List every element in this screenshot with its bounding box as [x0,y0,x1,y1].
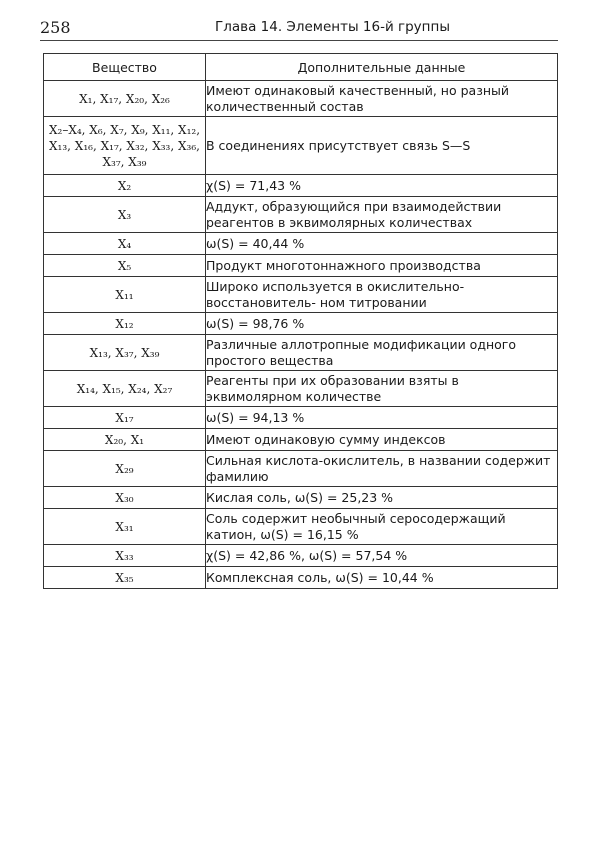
info-cell: Имеют одинаковую сумму индексов [206,429,558,451]
info-cell: χ(S) = 71,43 % [206,175,558,197]
table-row [44,233,558,255]
table-row [44,335,558,371]
substance-cell: X₂–X₄, X₆, X₇, X₉, X₁₁, X₁₂, X₁₃, X₁₆, X₁₇, X₃₂, X₃₃, X₃₆, X₃₇, X₃₉ [44,117,206,175]
table-row [44,509,558,545]
info-cell: Сильная кислота-окислитель, в названии содержит фамилию [206,451,558,487]
table-row [44,197,558,233]
substance-cell: X₃₀ [44,487,206,509]
substance-cell: X₄ [44,233,206,255]
column-header-substance: Вещество [44,54,206,81]
table-row [44,567,558,589]
chapter-title: Глава 14. Элементы 16-й группы [215,19,450,35]
info-cell: Кислая соль, ω(S) = 25,23 % [206,487,558,509]
substance-cell: X₂₀, X₁ [44,429,206,451]
substance-cell: X₃ [44,197,206,233]
table-row [44,487,558,509]
table-row [44,371,558,407]
substance-cell: X₁₃, X₃₇, X₃₉ [44,335,206,371]
table-row [44,175,558,197]
info-cell: ω(S) = 40,44 % [206,233,558,255]
substance-cell: X₃₅ [44,567,206,589]
info-cell: ω(S) = 98,76 % [206,313,558,335]
data-table [43,53,558,589]
info-cell: Реагенты при их образовании взяты в эквимолярном количестве [206,371,558,407]
info-cell: Широко используется в окислительно-восстановитель- ном титровании [206,277,558,313]
table-row [44,117,558,175]
substance-cell: X₁₂ [44,313,206,335]
info-cell: Соль содержит необычный серосодержащий катион, ω(S) = 16,15 % [206,509,558,545]
substance-cell: X₁₄, X₁₅, X₂₄, X₂₇ [44,371,206,407]
substance-cell: X₃₃ [44,545,206,567]
info-cell: χ(S) = 42,86 %, ω(S) = 57,54 % [206,545,558,567]
info-cell: Комплексная соль, ω(S) = 10,44 % [206,567,558,589]
table-row [44,277,558,313]
substance-cell: X₃₁ [44,509,206,545]
table-row [44,429,558,451]
table-row [44,407,558,429]
table-row [44,451,558,487]
column-header-info: Дополнительные данные [206,54,558,81]
substance-cell: X₂ [44,175,206,197]
info-cell: Различные аллотропные модификации одного простого вещества [206,335,558,371]
substance-cell: X₁, X₁₇, X₂₀, X₂₆ [44,81,206,117]
table-header-row [44,54,558,81]
substance-cell: X₁₁ [44,277,206,313]
info-cell: ω(S) = 94,13 % [206,407,558,429]
page-number: 258 [40,18,71,37]
table-row [44,81,558,117]
substance-cell: X₁₇ [44,407,206,429]
table-row [44,255,558,277]
substance-cell: X₅ [44,255,206,277]
substance-cell: X₂₉ [44,451,206,487]
table-row [44,545,558,567]
info-cell: В соединениях присутствует связь S—S [206,117,558,175]
page-header [40,18,558,41]
table-row [44,313,558,335]
info-cell: Аддукт, образующийся при взаимодействии реагентов в эквимолярных количествах [206,197,558,233]
info-cell: Продукт многотоннажного производства [206,255,558,277]
info-cell: Имеют одинаковый качественный, но разный количественный состав [206,81,558,117]
